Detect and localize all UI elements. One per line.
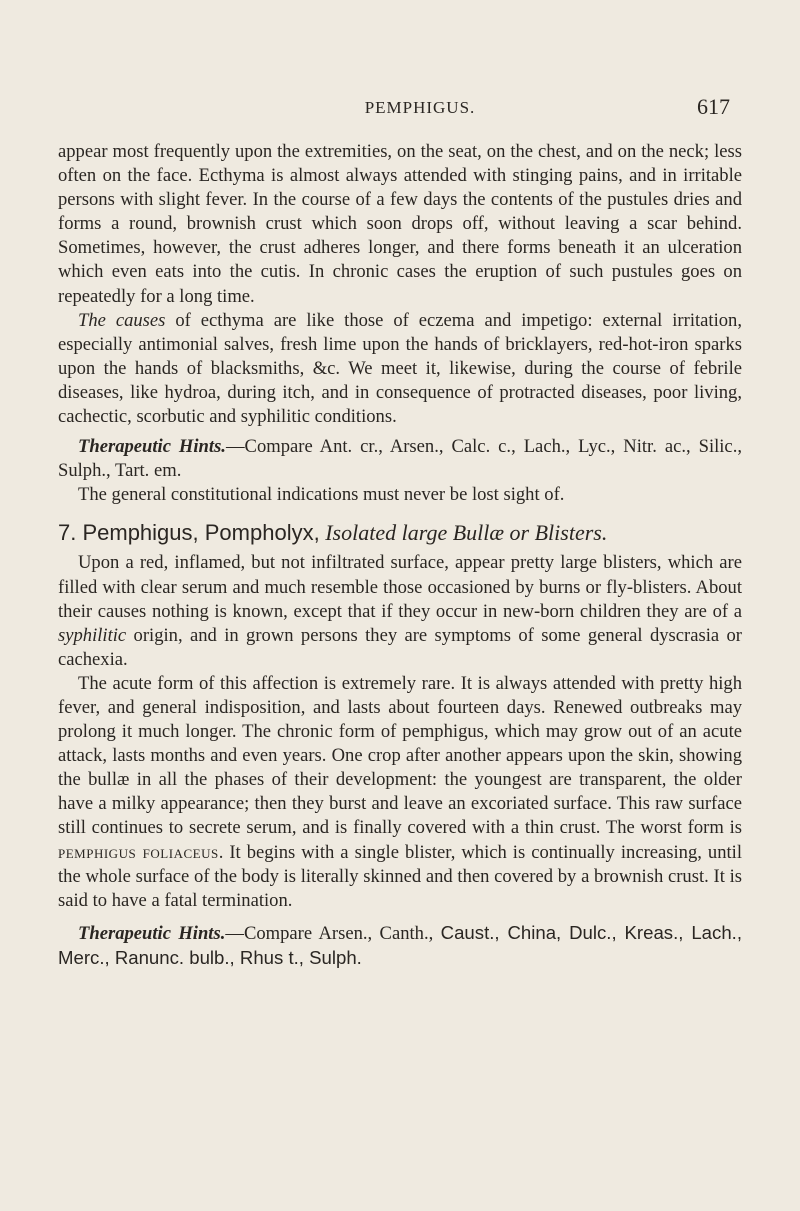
section-title: 7. Pemphigus, Pompholyx, bbox=[58, 520, 320, 546]
therapeutic-hints-text-2b: Caust., China, Dulc., Kreas., Lach., Merc., Ranunc. bulb., Rhus t., Sulph. bbox=[58, 921, 742, 968]
therapeutic-hints-text-2a: —Compare Arsen., Canth., bbox=[225, 922, 441, 944]
pemphigus-desc-after: origin, and in grown persons they are symptoms of some general dyscrasia or cachexia. bbox=[58, 624, 742, 670]
paragraph-pemphigus-description bbox=[58, 551, 742, 671]
page-header bbox=[0, 94, 800, 130]
running-head: PEMPHIGUS. bbox=[364, 98, 476, 117]
therapeutic-hints-pemphigus bbox=[58, 921, 742, 971]
therapeutic-hints-label: Therapeutic Hints. bbox=[78, 436, 226, 458]
syphilitic-term: syphilitic bbox=[58, 624, 127, 646]
therapeutic-hints-ecthyma bbox=[58, 435, 742, 483]
paragraph-pemphigus-forms bbox=[58, 672, 742, 913]
section-subtitle: Isolated large Bullæ or Blisters. bbox=[325, 520, 608, 546]
section-heading-pemphigus bbox=[58, 519, 742, 547]
paragraph-ecthyma-course: appear most frequently upon the extremities, on the seat, on the chest, and on the neck; less often on the face. Ecthyma is almost always attended with stinging pains, and in irritable persons with slight fever. In the course of a few days the contents of the pustules dries and forms a round, brownish crust which soon drops off, without leaving a scar behind. Sometimes, however, the crust adheres longer, and there forms beneath it an ulceration which even eats into the cutis. In chronic cases the eruption of such pustules goes on repeatedly for a long time. bbox=[58, 141, 742, 307]
pemphigus-foliaceus-term: pemphigus foliaceus bbox=[58, 841, 219, 863]
paragraph-ecthyma-causes bbox=[58, 309, 742, 429]
pemphigus-desc-before: Upon a red, inflamed, but not infiltrated surface, appear pretty large blisters, which are filled with clear serum and much resemble those occasioned by burns or fly-blisters. About their causes nothing is known, except that if they occur in new-born children they are of a bbox=[58, 552, 742, 622]
forms-before: The acute form of this affection is extremely rare. It is always attended with pretty high fever, and general indisposition, and lasts about fourteen days. Renewed outbreaks may prolong it much longer. The chronic form of pemphigus, which may grow out of an acute attack, lasts months and even years. One crop after another appears upon the skin, showing the bullæ in all the phases of their development: the youngest are transparent, the older have a milky appearance; then they burst and leave an excoriated surface. This raw surface still continues to secrete serum, and is finally covered with a thin crust. The worst form is bbox=[58, 672, 742, 839]
forms-after: . It begins with a single blister, which is continually increasing, until the whole surface of the body is literally skinned and then covered by a brownish crust. It is said to have a fatal termination. bbox=[58, 841, 743, 911]
therapeutic-hints-text: —Compare Ant. cr., Arsen., Calc. c., Lach., Lyc., Nitr. ac., Silic., Sulph., Tart. em. bbox=[58, 436, 742, 482]
therapeutic-hints-label-2: Therapeutic Hints. bbox=[78, 922, 226, 944]
causes-text: of ecthyma are like those of eczema and impetigo: external irritation, especially antimonial salves, fresh lime upon the hands of bricklayers, red-hot-iron sparks upon the hands of blacksmiths, &c. We meet it, likewise, during the course of febrile diseases, like hydroa, during itch, and in consequence of protracted diseases, poor living, cachectic, scorbutic and syphilitic conditions. bbox=[58, 309, 742, 428]
paragraph-constitutional: The general constitutional indications must never be lost sight of. bbox=[78, 484, 565, 506]
body-text bbox=[58, 140, 742, 971]
causes-lead: The causes bbox=[78, 309, 166, 331]
page-number: 617 bbox=[697, 94, 730, 119]
